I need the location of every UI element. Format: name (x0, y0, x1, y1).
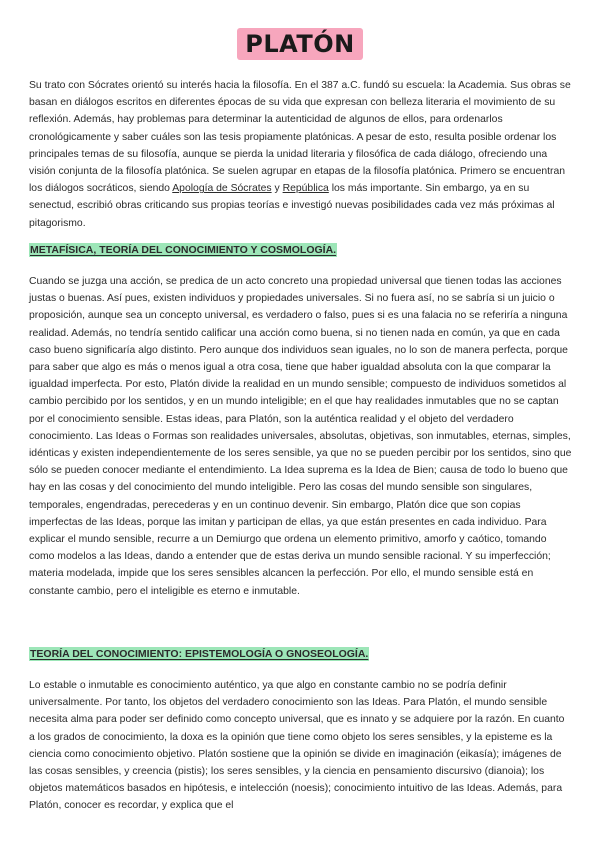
link-republica[interactable]: República (282, 183, 329, 195)
intro-text-1: Su trato con Sócrates orientó su interés hacia la filosofía. En el 387 a.C. fundó su escuela: la Academia. Sus obras se basan en diálogos escritos en diferentes épocas de su vida que expresan con belleza literaria el movimiento de su reflexión. Además, hay problemas para determinar la autenticidad de algunos de ellos, para ordenarlos cronológicamente y saber cuáles son las tesis propiamente platónicas. A pesar de esto, resulta posible ordenar los principales temas de su filosofía, aunque se pierda la unidad literaria y filosófica de cada diálogo, ofreciendo una visión conjunta de la filosofía platónica. Se suelen agrupar en etapas de la filosofía platónica. Primero se encuentran los diálogos socráticos, siendo (29, 80, 571, 195)
link-apologia[interactable]: Apología de Sócrates (172, 183, 272, 195)
section-heading-metafisica (29, 244, 337, 256)
section-heading-conocimiento-text: TEORÍA DEL CONOCIMIENTO: EPISTEMOLOGÍA O GNOSEOLOGÍA. (30, 648, 369, 660)
section-body-conocimiento: Lo estable o inmutable es conocimiento auténtico, ya que algo en constante cambio no se podría definir universalmente. Por tanto, los objetos del verdadero conocimiento son las Ideas. Para Platón, el mundo sensible necesita alma para poder ser definido como concepto universal, que es innato y se adquiere por la razón. En cuanto a los grados de conocimiento, la doxa es la opinión que tiene como objeto los seres sensibles, y la episteme es la ciencia como conocimiento objetivo. Platón sostiene que la opinión se divide en imaginación (eikasía); imágenes de las cosas sensibles, y creencia (pistis); los seres sensibles, y la ciencia en pensamiento discursivo (dianoia); los objetos matemáticos basados en hipótesis, e intelección (noesis); conocimiento intuitivo de las Ideas. Además, para Platón, conocer es recordar, y explica que el (29, 680, 565, 812)
section-heading-metafisica-text: METAFÍSICA, TEORÍA DEL CONOCIMIENTO Y COSMOLOGÍA. (30, 244, 337, 256)
section-heading-conocimiento (29, 648, 369, 660)
section-body-metafisica: Cuando se juzga una acción, se predica de un acto concreto una propiedad universal que tienen todas las acciones justas o buenas. Así pues, existen individuos y propiedades universales. Si no fuera así, no se sabría si un juicio o proposición, aunque sea un concepto universal, es verdadero o falso, pues si es una falacia no se referiría a ninguna realidad. Además, no tendría sentido calificar una acción como buena, si no tienen nada en común, ya que en cada caso bueno significaría algo distinto. Pero aunque dos individuos sean iguales, no lo son de manera perfecta, porque para saber que algo es más o menos igual a otra cosa, tiene que haber igualdad absoluta con la que comparar la igualdad imperfecta. Por esto, Platón divide la realidad en un mundo sensible; compuesto de individuos sometidos al cambio percibido por los sentidos, y en un mundo inteligible; en el que hay realidades inmutables que no se captan por el conocimiento sensible. Estas ideas, para Platón, son la auténtica realidad y el objeto del verdadero conocimiento. Las Ideas o Formas son realidades universales, absolutas, objetivas, son inmutables, eternas, simples, idénticas y existen independientemente de los seres sensible, ya que no se pueden percibir por los sentidos, sino que sólo se pueden conocer mediante el entendimiento. La Idea suprema es la Idea de Bien; causa de todo lo bueno que hay en las cosas y del conocimiento del mundo inteligible. Pero las cosas del mundo sensible son singulares, temporales, engendradas, perecederas y en un continuo devenir. Sin embargo, Platón dice que son copias imperfectas de las Ideas, porque las imitan y participan de ellas, ya que están presentes en cada individuo. Para explicar el mundo sensible, recurre a un Demiurgo que ordena un elemento primitivo, amorfo y caótico, tomando como modelos a las Ideas, dando a entender que de estas deriva un mundo sensible racional. Y su imperfección; materia modelada, impide que los seres sensibles alcancen la perfección. Por ello, el mundo sensible está en constante cambio, pero el inteligible es eterno e inmutable. (29, 276, 572, 597)
title-wrapper (0, 28, 600, 60)
intro-text-3: los más importante. Sin embargo, ya en su senectud, escribió obras criticando sus propias teorías e investigó nuevas posibilidades cada vez más próximas al pitagorismo. (29, 183, 555, 229)
intro-text-2: y (271, 183, 283, 195)
page-title: PLATÓN (237, 28, 362, 60)
intro-paragraph (29, 77, 572, 232)
